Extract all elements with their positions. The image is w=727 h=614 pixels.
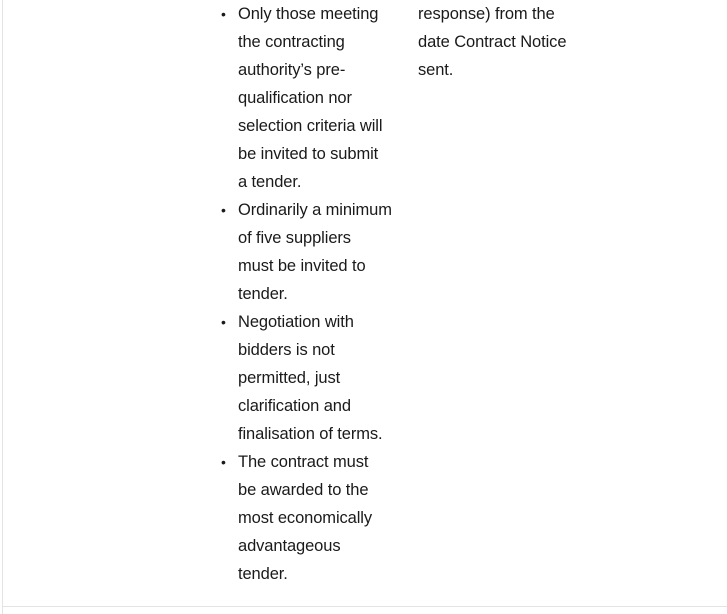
list-item-text <box>238 196 392 308</box>
list-item <box>220 448 392 588</box>
text-line: advantageous <box>238 537 341 555</box>
text-line: date Contract Notice <box>418 33 567 51</box>
text-line: tender. <box>238 565 288 583</box>
bullet-icon: • <box>221 454 226 470</box>
bullet-icon: • <box>221 6 226 22</box>
procedure-table-row <box>2 0 727 607</box>
text-line: Ordinarily a minimum <box>238 201 392 219</box>
bullet-icon: • <box>221 202 226 218</box>
text-line: finalisation of terms. <box>238 425 383 443</box>
text-line: a tender. <box>238 173 302 191</box>
list-item <box>220 0 392 196</box>
text-line: authority’s pre- <box>238 61 346 79</box>
text-line: of five suppliers <box>238 229 351 247</box>
text-line: clarification and <box>238 397 351 415</box>
next-table-row <box>2 607 727 614</box>
text-line: the contracting <box>238 33 345 51</box>
text-line: be invited to submit <box>238 145 379 163</box>
list-item <box>220 308 392 448</box>
text-line: Negotiation with <box>238 313 354 331</box>
timescale-text <box>418 0 588 84</box>
text-line: sent. <box>418 61 454 79</box>
requirements-list <box>220 0 392 588</box>
text-line: permitted, just <box>238 369 341 387</box>
requirements-cell <box>220 0 392 588</box>
text-line: response) from the <box>418 5 555 23</box>
text-line: bidders is not <box>238 341 335 359</box>
list-item <box>220 196 392 308</box>
bullet-icon: • <box>221 314 226 330</box>
list-item-text <box>238 448 392 588</box>
text-line: most economically <box>238 509 373 527</box>
text-line: Only those meeting <box>238 5 379 23</box>
list-item-text <box>238 0 392 196</box>
text-line: selection criteria will <box>238 117 383 135</box>
text-line: be awarded to the <box>238 481 369 499</box>
text-line: must be invited to <box>238 257 366 275</box>
timescale-cell <box>418 0 588 84</box>
text-line: tender. <box>238 285 288 303</box>
text-line: qualification nor <box>238 89 352 107</box>
text-line: The contract must <box>238 453 369 471</box>
list-item-text <box>238 308 392 448</box>
